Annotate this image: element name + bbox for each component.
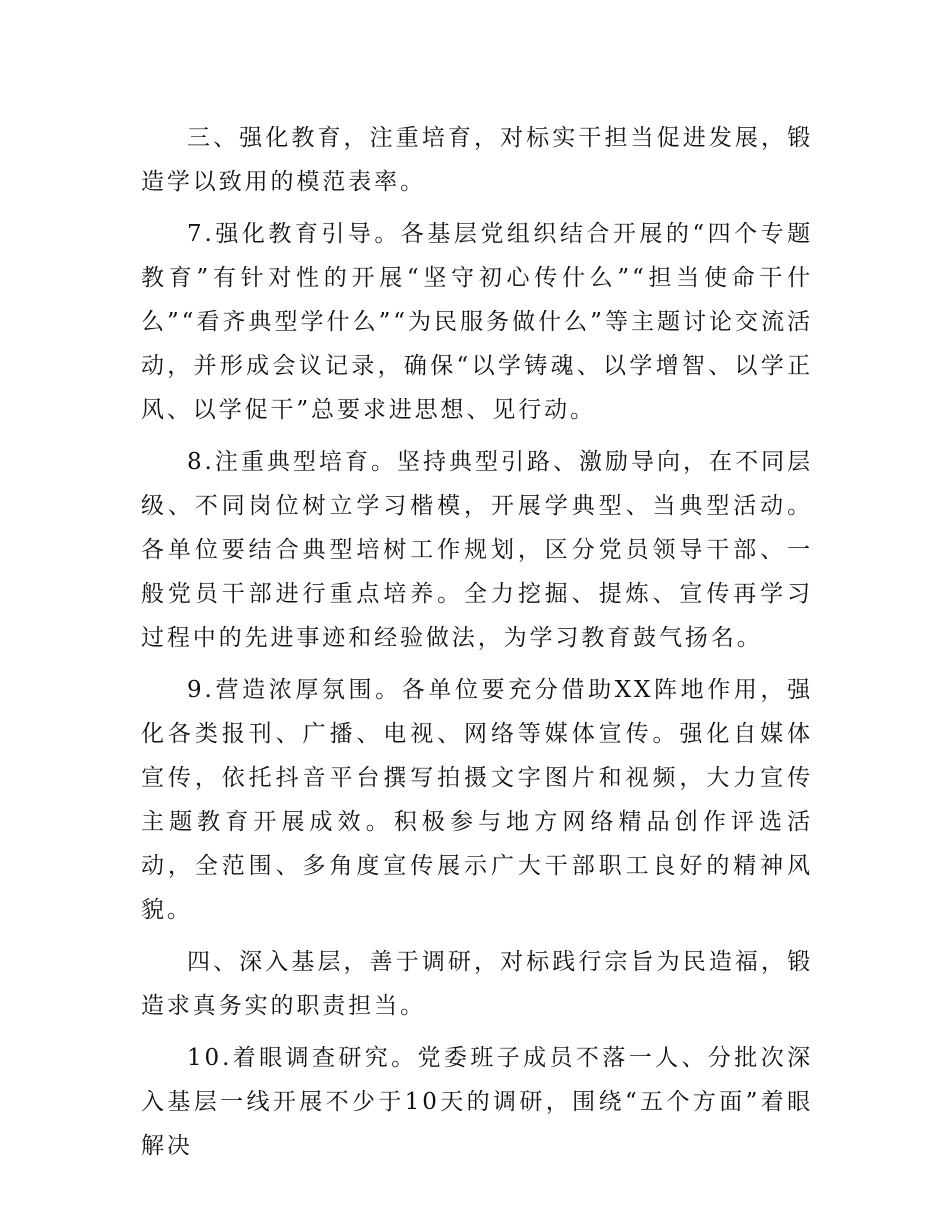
paragraph-item-7: 7.强化教育引导。各基层党组织结合开展的“四个专题教育”有针对性的开展“坚守初心传什么”“担当使命干什么”“看齐典型学什么”“为民服务做什么”等主题讨论交流活动，并形成会议记录，确保“以学铸魂、以学增智、以学正风、以学促干”总要求进思想、见行动。 <box>141 221 813 423</box>
paragraph-item-9: 9.营造浓厚氛围。各单位要充分借助XX阵地作用，强化各类报刊、广播、电视、网络等媒体宣传。强化自媒体宣传，依托抖音平台撰写拍摄文字图片和视频，大力宣传主题教育开展成效。积极参与地方网络精品创作评选活动，全范围、多角度宣传展示广大干部职工良好的精神风貌。 <box>141 677 813 923</box>
section-heading-3: 三、强化教育，注重培育，对标实干担当促进发展，锻造学以致用的模范表率。 <box>141 125 813 195</box>
paragraph-item-10: 10.着眼调查研究。党委班子成员不落一人、分批次深入基层一线开展不少于10天的调研，围绕“五个方面”着眼解决 <box>141 1045 813 1159</box>
section-heading-4: 四、深入基层，善于调研，对标践行宗旨为民造福，锻造求真务实的职责担当。 <box>141 949 813 1019</box>
document-body <box>141 116 813 1176</box>
paragraph-item-8: 8.注重典型培育。坚持典型引路、激励导向，在不同层级、不同岗位树立学习楷模，开展学典型、当典型活动。各单位要结合典型培树工作规划，区分党员领导干部、一般党员干部进行重点培养。全力挖掘、提炼、宣传再学习过程中的先进事迹和经验做法，为学习教育鼓气扬名。 <box>141 449 813 651</box>
